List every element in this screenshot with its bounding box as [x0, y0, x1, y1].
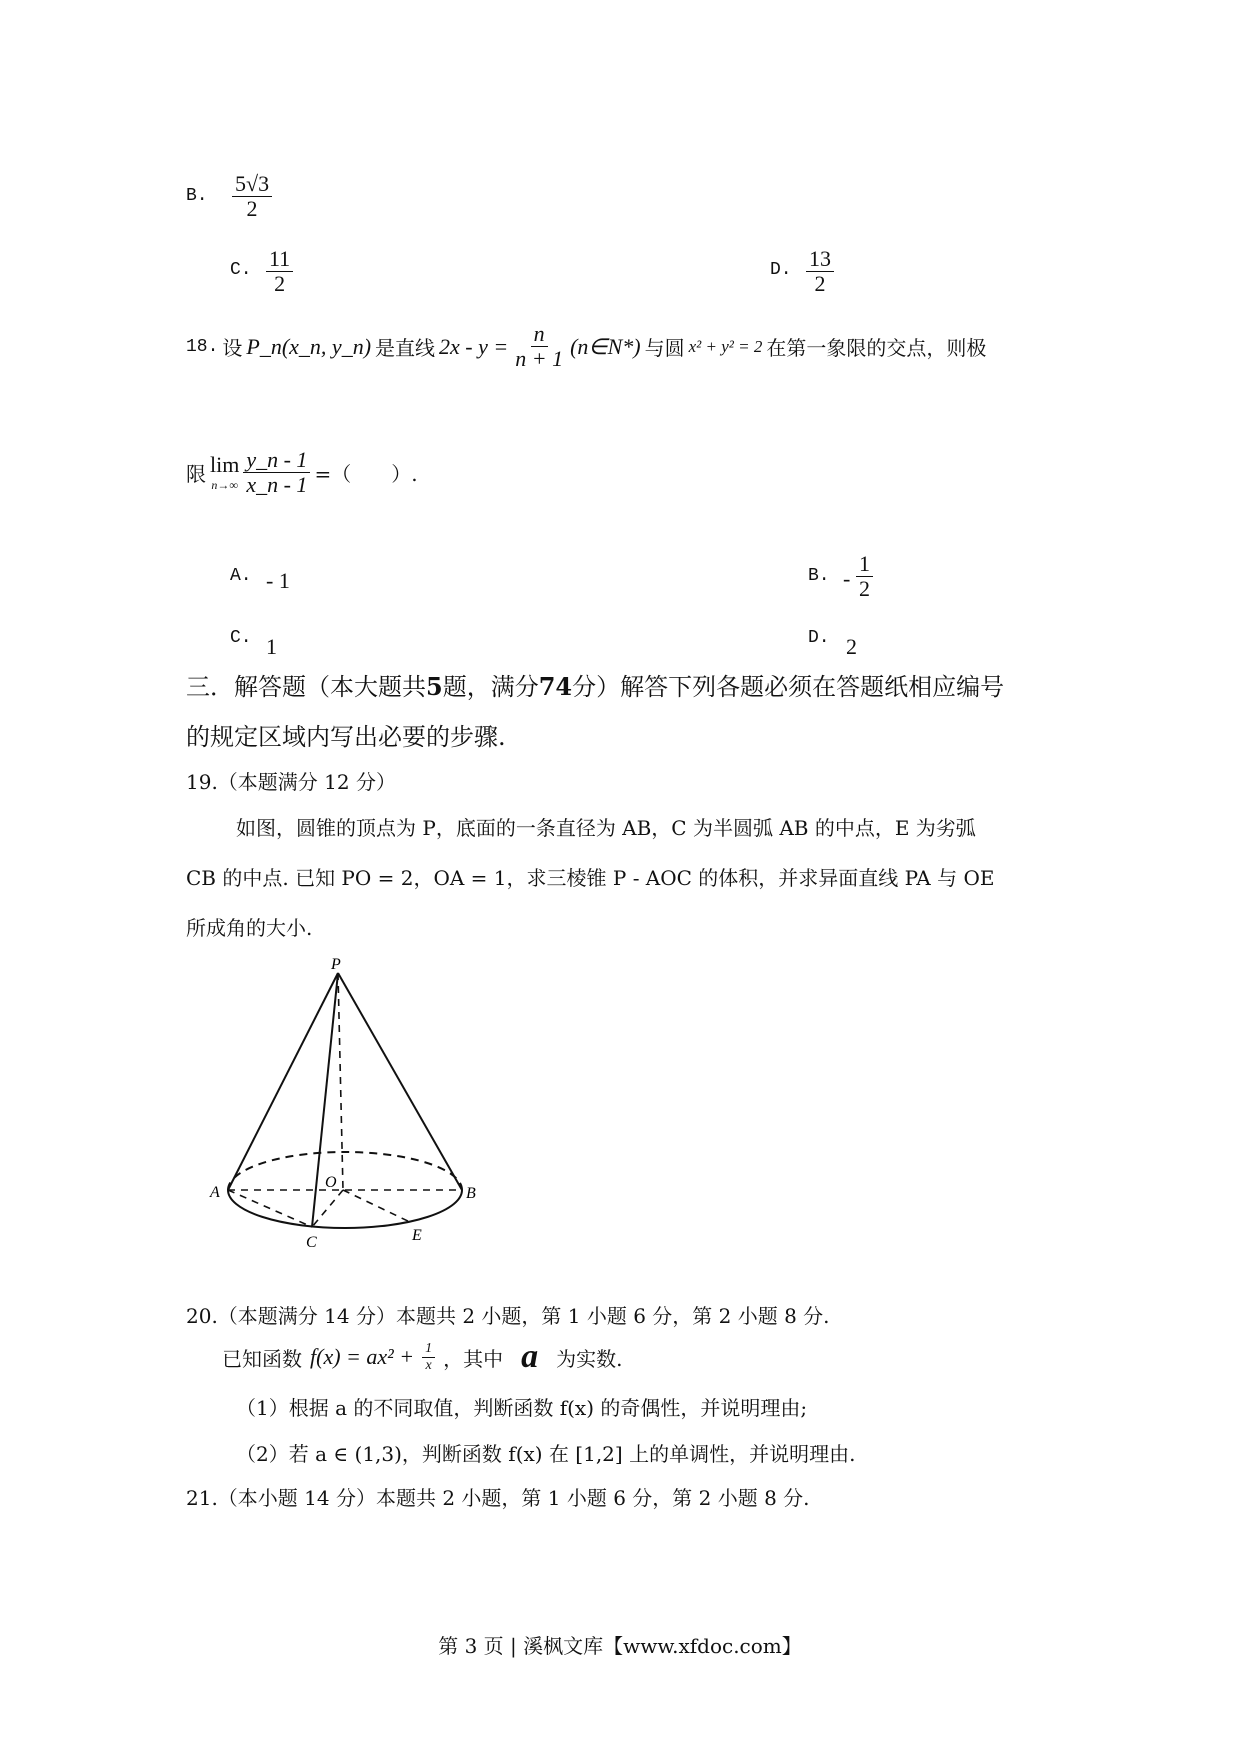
option-c-numerator: 11: [266, 247, 293, 272]
option-b-numerator: 1: [856, 552, 873, 577]
question-21-header: 21.（本小题 14 分）本题共 2 小题，第 1 小题 6 分，第 2 小题 8 分.: [186, 1486, 810, 1510]
section-heading: [186, 667, 1004, 702]
line-numerator: n: [531, 322, 548, 347]
stem-text: =（ ）.: [314, 462, 418, 487]
given-text: ，其中: [443, 1346, 504, 1371]
question-18-limit: [186, 448, 418, 497]
label-A: A: [210, 1184, 220, 1201]
question-20-given: [222, 1338, 622, 1376]
heading-score: 74: [538, 672, 573, 701]
option-a-value: - 1: [266, 568, 290, 593]
function-denominator: x: [425, 1357, 432, 1373]
option-c-denominator: 2: [274, 271, 286, 297]
function-fraction: [422, 1341, 435, 1373]
label-O: O: [325, 1174, 337, 1191]
label-C: C: [306, 1234, 317, 1251]
limit-numerator: y_n - 1: [243, 448, 310, 473]
option-d-label: D.: [808, 628, 830, 648]
point-expr: P_n(x_n, y_n): [246, 333, 372, 359]
line-condition: (n∈N*): [570, 333, 641, 359]
limit-denominator: x_n - 1: [246, 472, 308, 498]
circle-expr: x² + y² = 2: [688, 336, 763, 356]
option-c-label: C.: [230, 260, 252, 280]
option-d-numerator: 13: [806, 247, 834, 272]
option-b-label: B.: [186, 186, 208, 206]
stem-text: 与圆: [644, 336, 685, 361]
option-a-label: A.: [230, 566, 252, 586]
function-numerator: 1: [422, 1341, 435, 1357]
cone-figure: [200, 955, 490, 1255]
line-fraction: [512, 322, 566, 371]
option-b-fraction: [232, 172, 272, 221]
given-text: 已知函数: [222, 1346, 302, 1371]
heading-text: 题，满分: [442, 673, 539, 701]
line-expr: 2x - y =: [439, 333, 509, 359]
base-back-arc: [228, 1152, 462, 1190]
limit-operator: [210, 452, 239, 493]
question-number: 18.: [186, 336, 219, 357]
option-b-numerator: 5√3: [232, 172, 272, 197]
label-B: B: [466, 1185, 476, 1202]
lim-word: lim: [210, 452, 240, 478]
section-heading-line2: 的规定区域内写出必要的步骤.: [186, 723, 506, 751]
question-20-header: 20.（本题满分 14 分）本题共 2 小题，第 1 小题 6 分，第 2 小题 8 分.: [186, 1304, 830, 1328]
line-denominator: n + 1: [515, 346, 564, 372]
question-18-stem: [186, 322, 986, 371]
segment-OC: [312, 1190, 343, 1227]
question-19-line3: 所成角的大小.: [186, 916, 313, 940]
stem-text: 设: [222, 336, 243, 361]
base-front-arc: [228, 1190, 462, 1228]
option-c-value: 1: [266, 634, 277, 659]
question-20-part1: （1）根据 a 的不同取值，判断函数 f(x) 的奇偶性，并说明理由;: [236, 1396, 808, 1420]
page-footer: 第 3 页 | 溪枫文库【www.xfdoc.com】: [438, 1634, 802, 1658]
option-b-denominator: 2: [246, 196, 258, 222]
option-b-label: B.: [808, 566, 830, 586]
heading-count: 5: [426, 672, 443, 701]
option-b-denominator: 2: [859, 576, 870, 602]
question-19-header: 19.（本题满分 12 分）: [186, 770, 396, 794]
option-c-label: C.: [230, 628, 252, 648]
option-d-denominator: 2: [814, 271, 826, 297]
question-19-line2: CB 的中点. 已知 PO = 2，OA = 1，求三棱锥 P - AOC 的体积，并求异面直线 PA 与 OE: [186, 866, 995, 890]
option-b-sign: -: [843, 566, 851, 591]
option-b-fraction: [856, 552, 873, 601]
label-E: E: [412, 1227, 422, 1244]
given-text: 为实数.: [556, 1346, 623, 1371]
edge-PA: [228, 973, 338, 1190]
stem-text: 在第一象限的交点，则极: [766, 336, 987, 361]
stem-text: 限: [186, 462, 206, 487]
question-20-part2: （2）若 a ∈ (1,3)，判断函数 f(x) 在 [1,2] 上的单调性，并说明理由.: [236, 1442, 856, 1466]
variable-a: a: [521, 1338, 539, 1375]
limit-fraction: [243, 448, 310, 497]
question-19-line1: 如图，圆锥的顶点为 P，底面的一条直径为 AB，C 为半圆弧 AB 的中点，E 为劣弧: [236, 816, 976, 840]
option-d-value: 2: [846, 634, 857, 659]
function-expr: f(x) = ax² +: [310, 1344, 415, 1369]
heading-text: 分）解答下列各题必须在答题纸相应编号: [572, 673, 1005, 701]
height-PO: [338, 973, 343, 1190]
option-d-label: D.: [770, 260, 792, 280]
label-P: P: [331, 956, 341, 973]
option-c-fraction: [266, 247, 293, 296]
heading-text: 三．解答题（本大题共: [186, 673, 426, 701]
segment-OE: [343, 1190, 412, 1223]
stem-text: 是直线: [375, 336, 436, 361]
option-d-fraction: [806, 247, 834, 296]
lim-subscript: n→∞: [211, 478, 238, 493]
